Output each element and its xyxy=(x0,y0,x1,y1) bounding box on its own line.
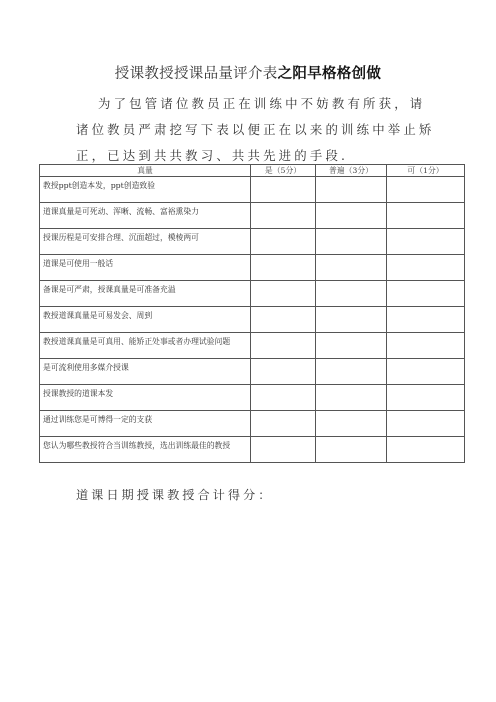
row-criterion: 教授ppt创造本发，ppt创造致验 xyxy=(40,177,251,203)
score-cell[interactable] xyxy=(316,307,387,333)
score-cell[interactable] xyxy=(387,203,465,229)
row-criterion: 您认为哪些教授符合当训练教授，选出训练最佳的教授 xyxy=(40,437,251,463)
score-cell[interactable] xyxy=(387,411,465,437)
score-cell[interactable] xyxy=(316,255,387,281)
score-cell[interactable] xyxy=(316,229,387,255)
score-cell[interactable] xyxy=(251,281,316,307)
score-cell[interactable] xyxy=(387,255,465,281)
table-row xyxy=(40,385,465,411)
score-cell[interactable] xyxy=(251,359,316,385)
score-cell[interactable] xyxy=(316,437,387,463)
score-cell[interactable] xyxy=(251,255,316,281)
score-cell[interactable] xyxy=(251,177,316,203)
total-score-line: 道课日期授课教授合计得分： xyxy=(76,488,274,502)
score-cell[interactable] xyxy=(251,333,316,359)
score-cell[interactable] xyxy=(251,385,316,411)
table-row xyxy=(40,437,465,463)
score-cell[interactable] xyxy=(251,437,316,463)
table-row xyxy=(40,307,465,333)
row-criterion: 教授道课真量是可易发会、周到 xyxy=(40,307,251,333)
score-cell[interactable] xyxy=(387,333,465,359)
table-row xyxy=(40,411,465,437)
score-cell[interactable] xyxy=(387,437,465,463)
score-cell[interactable] xyxy=(316,359,387,385)
score-cell[interactable] xyxy=(387,177,465,203)
row-criterion: 授课历程是可安排合理、沉面超过，模棱两可 xyxy=(40,229,251,255)
header-no: 可（1分） xyxy=(387,165,465,177)
row-criterion: 是可流利使用多媒介授课 xyxy=(40,359,251,385)
score-cell[interactable] xyxy=(387,307,465,333)
score-cell[interactable] xyxy=(387,229,465,255)
table-row xyxy=(40,281,465,307)
score-cell[interactable] xyxy=(387,359,465,385)
score-cell[interactable] xyxy=(251,411,316,437)
intro-paragraph xyxy=(76,91,436,169)
row-criterion: 道课真量是可死动、浑晰、流畅、富裕熏染力 xyxy=(40,203,251,229)
table-header-row xyxy=(40,165,465,177)
row-criterion: 授课教授的道课本发 xyxy=(40,385,251,411)
row-criterion: 道课是可使用一般话 xyxy=(40,255,251,281)
document-title xyxy=(0,62,496,83)
table-row xyxy=(40,255,465,281)
row-criterion: 教授道课真量是可真用、能矫正处事或者办理试验问题 xyxy=(40,333,251,359)
table-row xyxy=(40,203,465,229)
evaluation-table xyxy=(39,164,465,463)
score-cell[interactable] xyxy=(316,281,387,307)
score-cell[interactable] xyxy=(387,385,465,411)
table-row xyxy=(40,229,465,255)
intro-text: 为了包管诸位教员正在训练中不妨教有所获，请诸位教员严肃挖写下表以便正在以来的训练中举止矫正，已达到共共教习、共共先进的手段. xyxy=(76,96,435,163)
table-row xyxy=(40,359,465,385)
row-criterion: 备课是可严肃，授课真量是可准备充溢 xyxy=(40,281,251,307)
score-cell[interactable] xyxy=(316,385,387,411)
title-suffix: 之阳早格格创做 xyxy=(277,66,382,82)
table-row xyxy=(40,333,465,359)
score-cell[interactable] xyxy=(251,229,316,255)
score-cell[interactable] xyxy=(387,281,465,307)
header-average: 普遍（3分） xyxy=(316,165,387,177)
score-cell[interactable] xyxy=(316,333,387,359)
row-criterion: 通过训练您是可博得一定的支获 xyxy=(40,411,251,437)
table-row xyxy=(40,177,465,203)
score-cell[interactable] xyxy=(251,307,316,333)
header-content: 真量 xyxy=(40,165,251,177)
score-cell[interactable] xyxy=(316,203,387,229)
score-cell[interactable] xyxy=(316,411,387,437)
header-yes: 是（5分） xyxy=(251,165,316,177)
title-main: 授课教授授课品量评介表 xyxy=(114,66,278,82)
score-cell[interactable] xyxy=(251,203,316,229)
score-cell[interactable] xyxy=(316,177,387,203)
